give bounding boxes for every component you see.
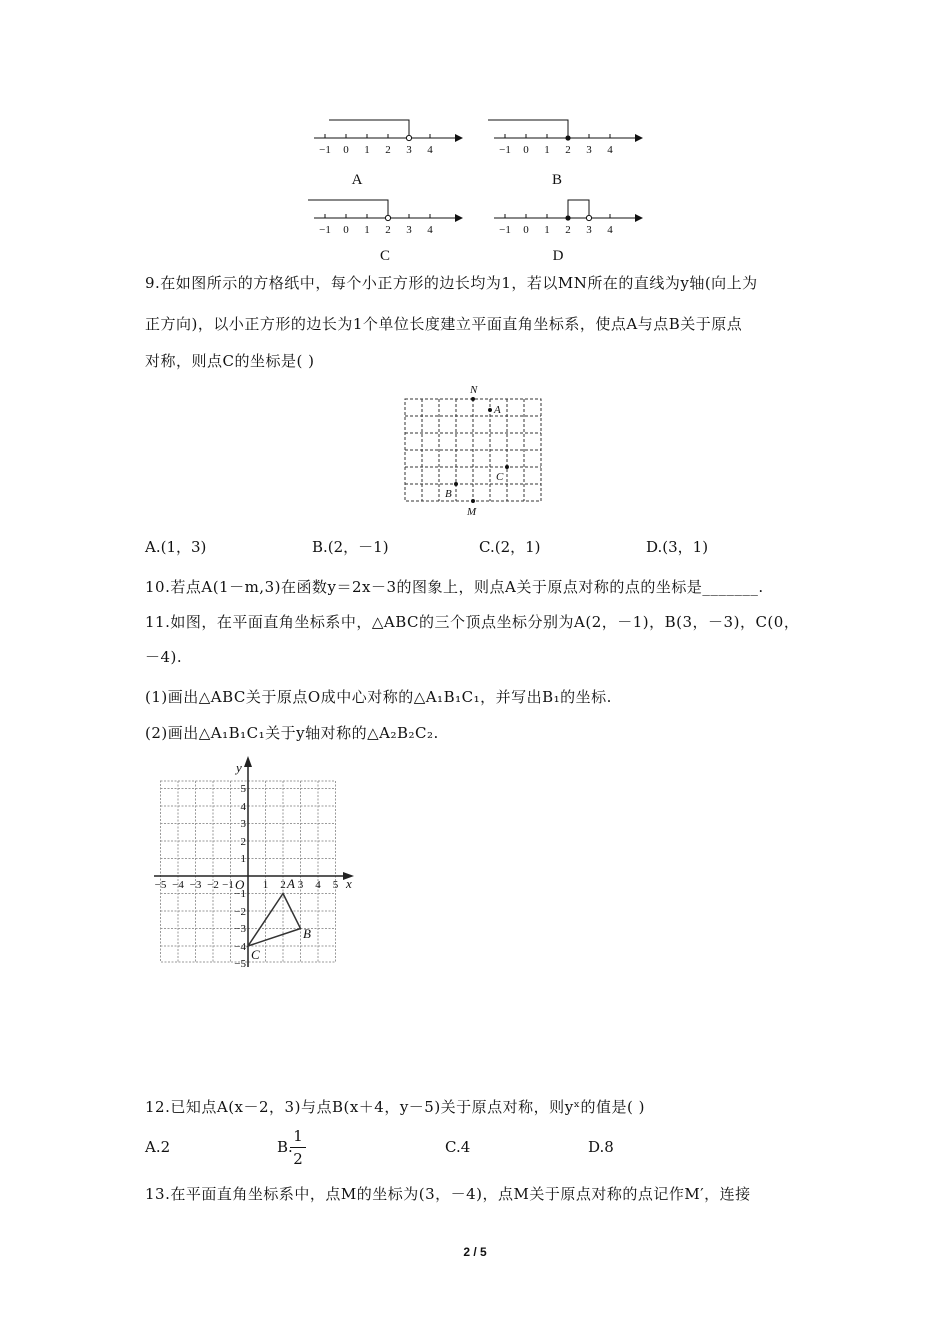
tick: 1 [364, 144, 370, 156]
numberline-b [488, 120, 643, 156]
tick: 0 [523, 144, 529, 156]
label-a: A [494, 404, 501, 416]
y-tick: 4 [240, 801, 246, 813]
x-tick: −1 [222, 879, 234, 891]
q8-options [300, 110, 650, 270]
point-c [505, 465, 509, 469]
tick: 1 [544, 144, 550, 156]
x-tick: 3 [297, 879, 304, 891]
q12-text: 12.已知点A(x－2，3)与点B(x＋4，y－5)关于原点对称，则yˣ的值是( ) [145, 1098, 645, 1116]
x-tick: 2 [280, 879, 286, 891]
y-axis-label: y [236, 760, 242, 775]
point-b [454, 482, 458, 486]
q11-sub-question-2: (2)画出△A₁B₁C₁关于y轴对称的△A₂B₂C₂. [145, 724, 439, 742]
label-c: C [496, 471, 504, 483]
tick: 2 [565, 144, 571, 156]
y-tick: −5 [234, 958, 246, 970]
x-tick: −3 [189, 879, 202, 891]
fraction-denominator: 2 [293, 1150, 303, 1168]
y-tick: −3 [234, 923, 246, 935]
q12-option-c[interactable]: C.4 [445, 1138, 471, 1156]
tick: 1 [544, 224, 550, 236]
q13-text: 13.在平面直角坐标系中，点M的坐标为(3，－4)，点M关于原点对称的点记作M′，连接 [145, 1185, 751, 1203]
tick: 3 [586, 224, 592, 236]
label-m: M [467, 506, 477, 518]
q11-coordinate-grid [140, 755, 370, 970]
tick: −1 [499, 144, 511, 156]
label-b: B [445, 488, 452, 500]
option-label-a: A [351, 172, 363, 188]
option-label-d: D [552, 248, 564, 264]
q9-option-d[interactable]: D.(3，1) [646, 538, 709, 556]
tick: 4 [607, 224, 613, 236]
q9-text-line-1: 9.在如图所示的方格纸中，每个小正方形的边长均为1，若以MN所在的直线为y轴(向上为 [145, 274, 758, 292]
y-tick: 2 [240, 836, 246, 848]
x-tick: −5 [154, 879, 167, 891]
tick: 3 [586, 144, 592, 156]
tick: 4 [607, 144, 613, 156]
y-tick: −2 [234, 906, 246, 918]
tick: −1 [499, 224, 511, 236]
tick: 0 [343, 224, 349, 236]
fraction-numerator: 1 [293, 1127, 303, 1145]
y-tick: −4 [234, 941, 246, 953]
tick: −1 [319, 224, 331, 236]
q11-sub-question-1: (1)画出△ABC关于原点O成中心对称的△A₁B₁C₁，并写出B₁的坐标. [145, 688, 612, 706]
q9-option-b[interactable]: B.(2，－1) [312, 538, 389, 556]
vertex-label-c: C [251, 947, 260, 962]
q10-text: 10.若点A(1－m,3)在函数y＝2x－3的图象上，则点A关于原点对称的点的坐标是_______. [145, 578, 764, 596]
tick: 3 [406, 144, 412, 156]
vertex-label-a: A [287, 876, 295, 891]
q12-option-b-fraction[interactable] [290, 1127, 306, 1168]
x-tick: 1 [262, 879, 269, 891]
y-tick: −1 [234, 888, 246, 900]
point-a [488, 408, 492, 412]
q11-text-line-2: －4). [145, 648, 183, 666]
x-axis-label: x [346, 876, 352, 891]
q12-option-b-prefix[interactable]: B. [277, 1138, 293, 1156]
page-number: 2 / 5 [463, 1245, 487, 1259]
q9-text-line-2: 正方向)，以小正方形的边长为1个单位长度建立平面直角坐标系，使点A与点B关于原点 [145, 315, 743, 333]
q9-option-c[interactable]: C.(2，1) [479, 538, 541, 556]
tick: 2 [385, 224, 391, 236]
label-n: N [470, 384, 478, 396]
x-tick: 4 [315, 879, 321, 891]
tick: 3 [406, 224, 412, 236]
tick: −1 [319, 144, 331, 156]
y-tick: 1 [240, 853, 246, 865]
point-n [471, 397, 475, 401]
y-tick: 5 [240, 783, 246, 795]
numberline-a [314, 120, 463, 156]
q9-grid-figure [395, 378, 555, 520]
tick: 4 [427, 224, 433, 236]
option-label-b: B [551, 172, 563, 188]
x-tick: 5 [332, 879, 339, 891]
tick: 0 [343, 144, 349, 156]
point-m [471, 499, 475, 503]
q8-number-lines [300, 110, 650, 270]
q11-text-line-1: 11.如图，在平面直角坐标系中，△ABC的三个顶点坐标分别为A(2，－1)，B(3，－3)，C(0， [145, 613, 800, 631]
numberline-c [308, 200, 463, 236]
tick: 2 [565, 224, 571, 236]
numberline-d [494, 200, 643, 236]
q9-text-line-3: 对称，则点C的坐标是( ) [145, 352, 315, 370]
q9-option-a[interactable]: A.(1，3) [145, 538, 207, 556]
vertex-label-b: B [303, 926, 311, 941]
triangle-abc [248, 894, 301, 947]
option-label-c: C [379, 248, 391, 264]
fraction-bar [290, 1147, 306, 1148]
origin-label: O [235, 877, 245, 892]
tick: 1 [364, 224, 370, 236]
tick: 2 [385, 144, 391, 156]
x-tick: −2 [207, 879, 219, 891]
q12-option-d[interactable]: D.8 [588, 1138, 614, 1156]
q12-option-a[interactable]: A.2 [145, 1138, 171, 1156]
tick: 0 [523, 224, 529, 236]
tick: 4 [427, 144, 433, 156]
x-tick: −4 [172, 879, 184, 891]
y-tick: 3 [240, 818, 246, 830]
